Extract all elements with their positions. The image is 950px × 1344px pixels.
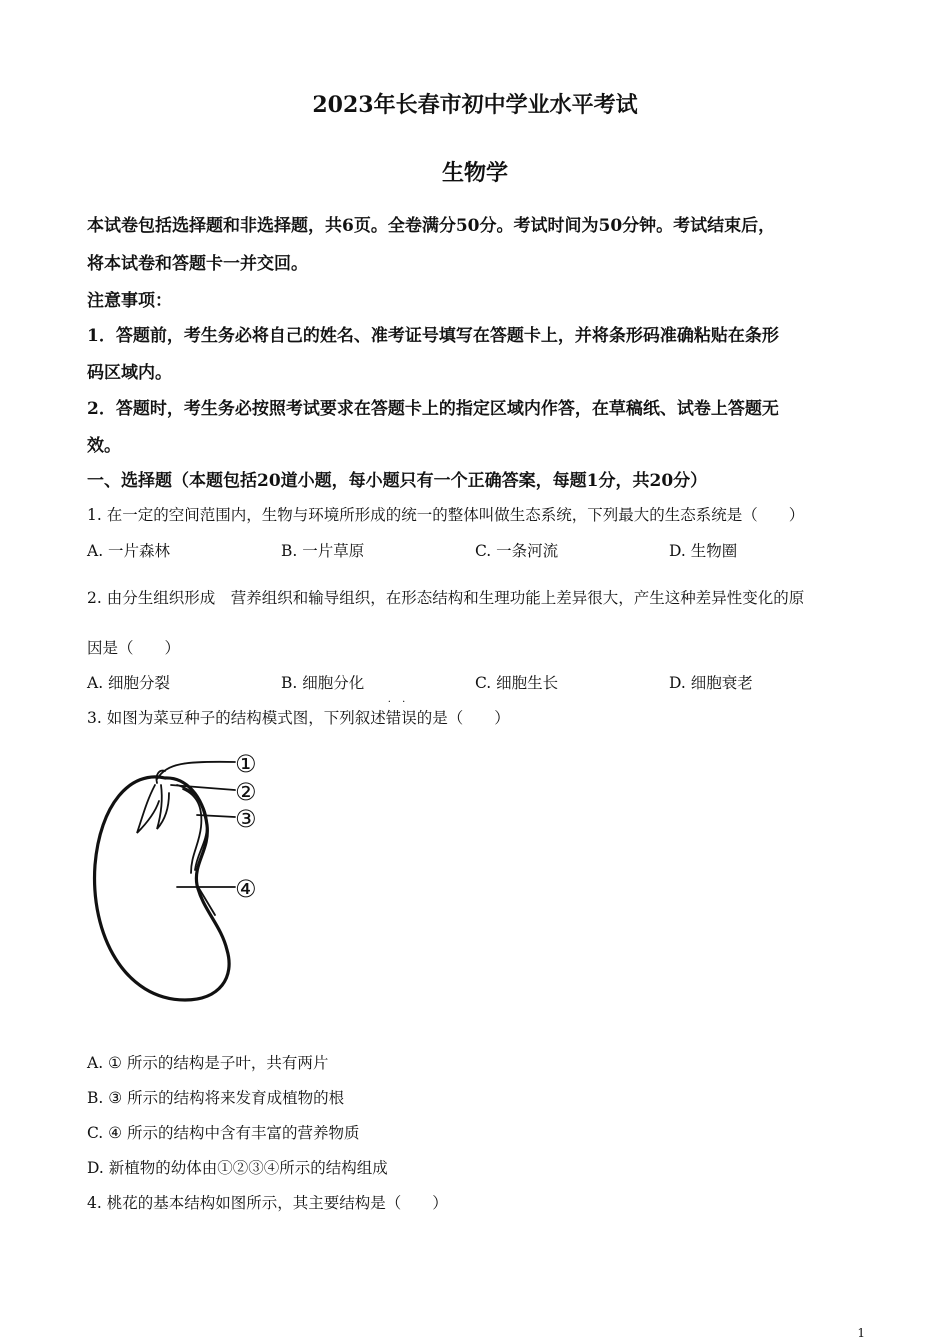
- q2-option-d: D. 细胞衰老: [669, 674, 753, 692]
- q3-option-c: C. ④ 所示的结构中含有丰富的营养物质: [87, 1124, 360, 1142]
- notice-1-line-2: 码区域内。: [87, 363, 172, 383]
- q2-stem-line-2: 因是（ ）: [87, 639, 181, 657]
- figure-label-4: ④: [235, 875, 257, 903]
- leader-line-2: [171, 785, 235, 790]
- subject-title: 生物学: [441, 160, 508, 186]
- q2-option-b: B. 细胞分化: [281, 674, 365, 692]
- plumule-right: [157, 785, 169, 829]
- q3-stem: [87, 706, 510, 728]
- figure-label-3: ③: [235, 805, 257, 833]
- notice-2-line-1: 2．答题时，考生务必按照考试要求在答题卡上的指定区域内作答，在草稿纸、试卷上答题无: [87, 399, 779, 419]
- q3-option-a: A. ① 所示的结构是子叶，共有两片: [87, 1054, 329, 1072]
- q1-stem: 1. 在一定的空间范围内，生物与环境所形成的统一的整体叫做生态系统，下列最大的生态系统是（ ）: [87, 506, 805, 524]
- figure-label-1: ①: [235, 750, 257, 778]
- q1-option-b: B. 一片草原: [281, 542, 365, 560]
- q2-option-a: A. 细胞分裂: [87, 674, 171, 692]
- plumule-left: [137, 785, 159, 833]
- notice-2-line-2: 效。: [87, 436, 121, 456]
- page-number: 1: [857, 1326, 865, 1340]
- section-1-heading: 一、选择题（本题包括20道小题，每小题只有一个正确答案，每题1分，共20分）: [87, 471, 708, 491]
- bean-seed-diagram: [85, 745, 285, 1010]
- leader-line-3: [197, 815, 235, 817]
- q1-option-a: A. 一片森林: [87, 542, 171, 560]
- q3-stem-emphasis: · · 错误: [386, 709, 417, 727]
- q4-stem: 4. 桃花的基本结构如图所示，其主要结构是（ ）: [87, 1194, 448, 1212]
- figure-label-2: ②: [235, 778, 257, 806]
- q1-option-c: C. 一条河流: [475, 542, 559, 560]
- hilum-line: [197, 885, 215, 915]
- q2-option-c: C. 细胞生长: [475, 674, 559, 692]
- intro-line-2: 将本试卷和答题卡一并交回。: [87, 254, 308, 274]
- q3-stem-post: 的是（ ）: [416, 709, 510, 727]
- notice-heading: 注意事项：: [87, 291, 172, 311]
- intro-line-1: 本试卷包括选择题和非选择题，共6页。全卷满分50分。考试时间为50分钟。考试结束后，: [87, 216, 776, 236]
- notice-1-line-1: 1．答题前，考生务必将自己的姓名、准考证号填写在答题卡上，并将条形码准确粘贴在条形: [87, 326, 779, 346]
- q3-stem-pre: 3. 如图为菜豆种子的结构模式图，下列叙述: [87, 709, 386, 727]
- q3-option-b: B. ③ 所示的结构将来发育成植物的根: [87, 1089, 345, 1107]
- q1-option-d: D. 生物圈: [669, 542, 738, 560]
- q2-stem-line-1: 2. 由分生组织形成 营养组织和输导组织，在形态结构和生理功能上差异很大，产生这种差异性变化的原: [87, 589, 805, 607]
- q3-option-d: D. 新植物的幼体由①②③④所示的结构组成: [87, 1159, 388, 1177]
- exam-title: 2023年长春市初中学业水平考试: [312, 92, 638, 118]
